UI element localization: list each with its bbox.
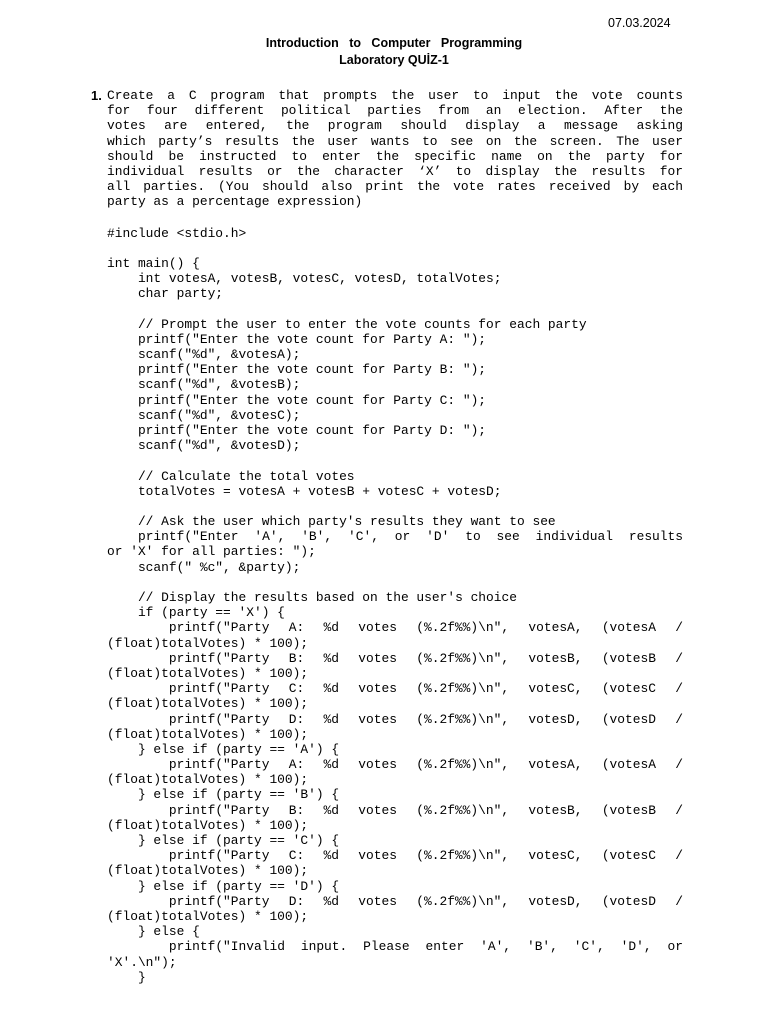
code-line: } else if (party == 'C') { — [107, 833, 340, 848]
question-text-line: all parties. (You should also print the vote rates received by each — [107, 179, 683, 195]
code-line: (float)totalVotes) * 100); — [107, 772, 309, 788]
code-line: printf("Party D: %d votes (%.2f%%)\n", votesD, (votesD / — [168, 711, 683, 727]
code-line: (float)totalVotes) * 100); — [107, 863, 309, 879]
question-text-line: which party’s results the user wants to see on the screen. The user — [107, 133, 683, 149]
question-prompt — [107, 88, 683, 210]
document-date: 07.03.2024 — [608, 16, 671, 30]
code-line: printf("Party B: %d votes (%.2f%%)\n", votesB, (votesB / — [168, 802, 683, 818]
code-line — [107, 499, 683, 514]
code-line: scanf("%d", &votesB); — [107, 377, 301, 393]
code-line: // Ask the user which party's results they want to see — [107, 514, 556, 530]
question-number: 1. — [91, 88, 102, 103]
code-line: printf("Enter the vote count for Party A: "); — [107, 331, 487, 347]
code-line: } else if (party == 'B') { — [107, 787, 340, 803]
code-line: } — [107, 969, 146, 985]
code-line: printf("Enter the vote count for Party C: "); — [107, 392, 487, 408]
code-line: (float)totalVotes) * 100); — [107, 665, 309, 681]
code-line: #include <stdio.h> — [107, 225, 247, 241]
code-line: printf("Party D: %d votes (%.2f%%)\n", votesD, (votesD / — [168, 893, 683, 909]
code-line: int votesA, votesB, votesC, votesD, totalVotes; — [107, 271, 502, 287]
question-text-line: party as a percentage expression) — [107, 194, 363, 210]
code-line: (float)totalVotes) * 100); — [107, 726, 309, 742]
code-line: } else { — [107, 924, 200, 940]
question-text-line: votes are entered, the program should display a message asking — [107, 118, 683, 134]
code-line: printf("Enter 'A', 'B', 'C', or 'D' to see individual results — [137, 529, 683, 545]
code-line: totalVotes = votesA + votesB + votesC + votesD; — [107, 483, 502, 499]
code-line — [107, 301, 683, 316]
code-line: scanf("%d", &votesA); — [107, 347, 301, 362]
code-line: 'X'.\n"); — [107, 954, 177, 970]
question-text-line: individual results or the character ‘X’ to display the results for — [107, 163, 683, 179]
code-line: printf("Party B: %d votes (%.2f%%)\n", votesB, (votesB / — [168, 650, 683, 666]
code-line: int main() { — [107, 255, 200, 271]
question-text-line: should be instructed to enter the specific name on the party for — [107, 148, 683, 164]
code-line — [107, 575, 683, 590]
title-quiz-name: Laboratory QUİZ-1 — [339, 53, 449, 67]
code-line: (float)totalVotes) * 100); — [107, 696, 309, 712]
code-line: // Prompt the user to enter the vote counts for each party — [107, 316, 587, 332]
title-course-name: Introduction to Computer Programming — [265, 36, 523, 50]
code-line: scanf("%d", &votesC); — [107, 407, 301, 423]
code-line — [107, 453, 683, 468]
question-text-line: Create a C program that prompts the user to input the vote counts — [107, 88, 683, 103]
code-line: scanf("%d", &votesD); — [107, 438, 301, 454]
question-text-line: for four different political parties from an election. After the — [107, 103, 683, 119]
code-listing — [107, 226, 683, 985]
code-line: if (party == 'X') { — [107, 605, 285, 621]
code-line: printf("Party A: %d votes (%.2f%%)\n", votesA, (votesA / — [168, 620, 683, 636]
code-line: } else if (party == 'D') { — [107, 878, 340, 894]
code-line: or 'X' for all parties: "); — [107, 544, 316, 560]
code-line: (float)totalVotes) * 100); — [107, 908, 309, 924]
code-line: scanf(" %c", &party); — [107, 559, 301, 575]
code-line: // Calculate the total votes — [107, 468, 355, 484]
code-line: printf("Enter the vote count for Party D: "); — [107, 422, 487, 438]
code-line: printf("Party C: %d votes (%.2f%%)\n", votesC, (votesC / — [168, 848, 683, 864]
code-line: (float)totalVotes) * 100); — [107, 817, 309, 833]
question-body — [107, 88, 683, 985]
code-line: char party; — [107, 286, 224, 302]
code-line: printf("Enter the vote count for Party B: "); — [107, 362, 487, 378]
code-line: // Display the results based on the user's choice — [107, 590, 517, 605]
code-line: printf("Party C: %d votes (%.2f%%)\n", votesC, (votesC / — [168, 681, 683, 697]
document-title — [0, 35, 768, 69]
code-line: printf("Party A: %d votes (%.2f%%)\n", votesA, (votesA / — [168, 757, 683, 773]
code-line: printf("Invalid input. Please enter 'A', 'B', 'C', 'D', or — [168, 939, 683, 955]
code-line: } else if (party == 'A') { — [107, 741, 340, 757]
code-line — [107, 241, 683, 256]
code-line: (float)totalVotes) * 100); — [107, 635, 309, 651]
